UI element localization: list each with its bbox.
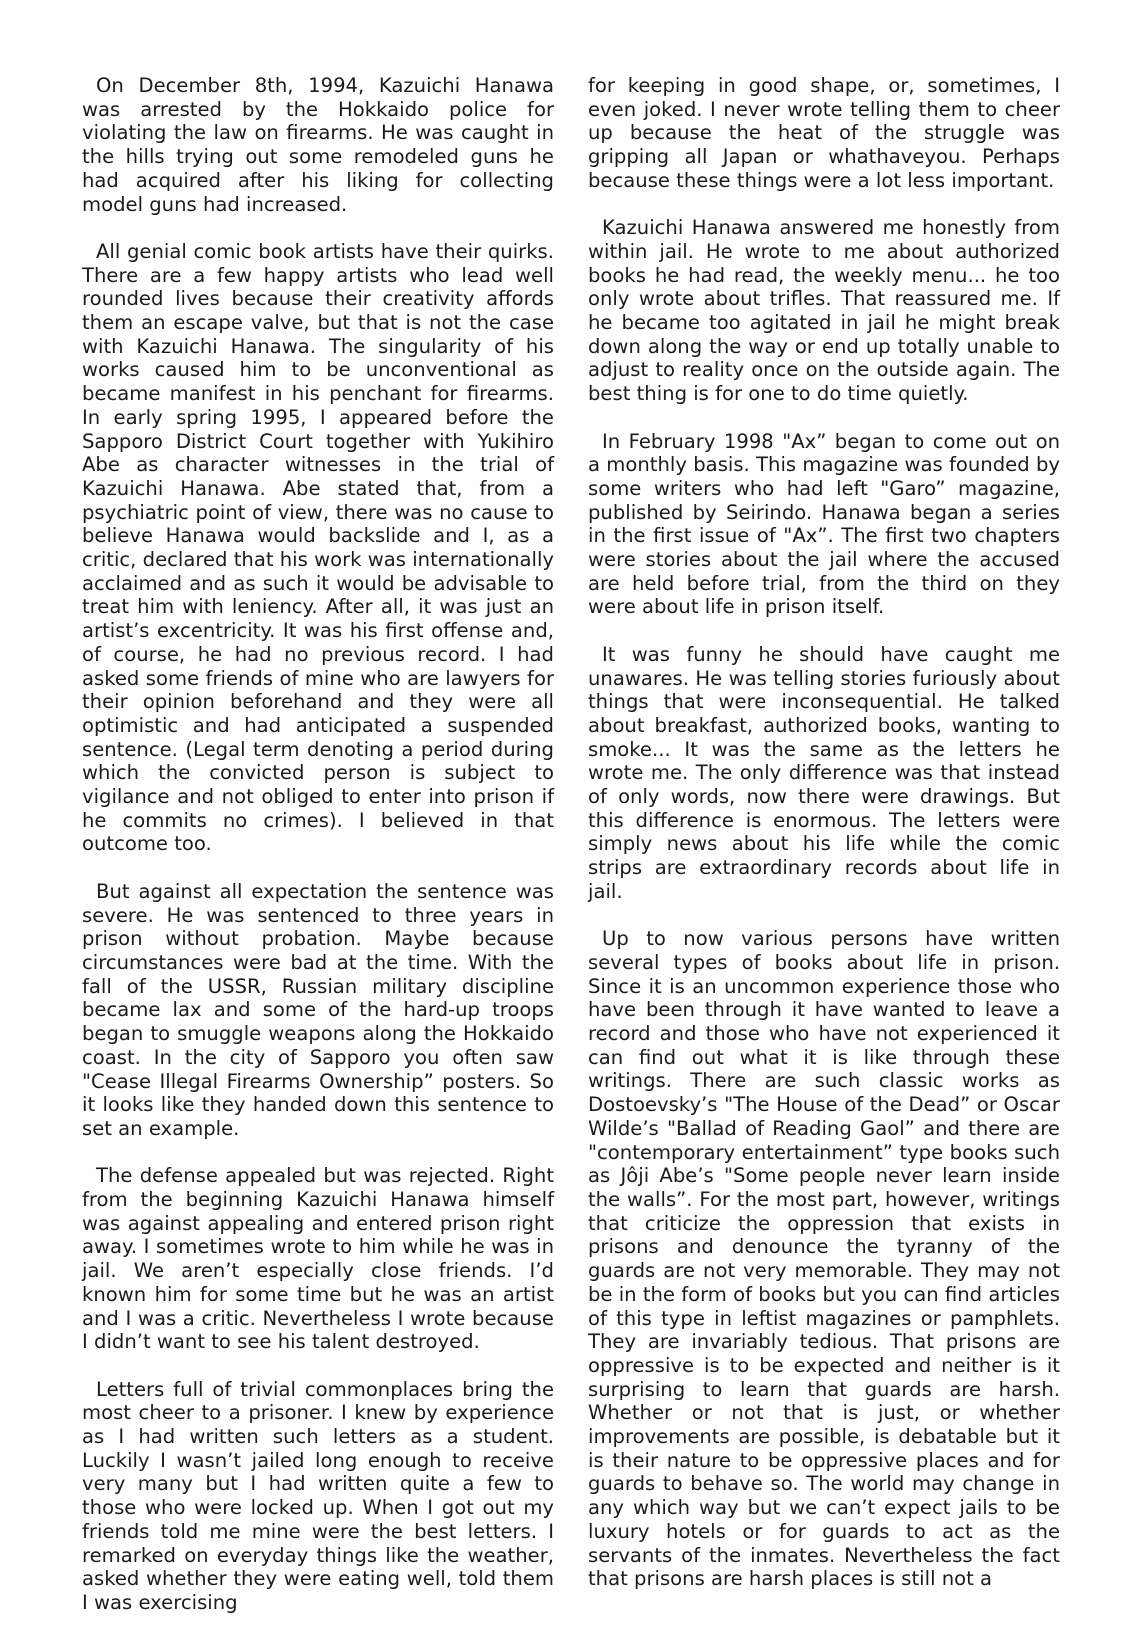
paragraph-quirks-and-trial: All genial comic book artists have their quirks. There are a few happy artists who lead well rounded lives because their creativity affords them an escape valve, but that is not the case with Kazuichi Hanawa. The singularity of his works caused him to be unconventional as became manifest in his penchant for firearms. In early spring 1995, I appeared before the Sapporo District Court together with Yukihiro Abe as character witnesses in the trial of Kazuichi Hanawa. Abe stated that, from a psychiatric point of view, there was no cause to believe Hanawa would backslide and I, as a critic, declared that his work was internationally acclaimed and as such it would be advisable to treat him with leniency. After all, it was just an artist’s excentricity. It was his first offense and, of course, he had no previous record. I had asked some friends of mine who are lawyers for their opinion beforehand and they were all optimistic and had anticipated a suspended sentence. (Legal term denoting a period during which the convicted person is subject to vigilance and not obliged to enter into prison if he commits no crimes). I believed in that outcome too. [82, 239, 554, 856]
left-text-column [82, 74, 554, 1638]
document-page [82, 74, 1062, 1614]
paragraph-comic-strips: It was funny he should have caught me unawares. He was telling stories furiously about things that were inconsequential. He talked about breakfast, authorized books, wanting to smoke... It was the same as the letters he wrote me. The only difference was that instead of only words, now there were drawings. But this difference is enormous. The letters were simply news about his life while the comic strips are extraordinary records about life in jail. [588, 642, 1060, 903]
paragraph-prison-writings: Up to now various persons have written several types of books about life in prison. Since it is an uncommon experience those who have been through it have wanted to leave a record and those who have not experienced it can find out what it is like through these writings. There are such classic works as Dostoevsky’s "The House of the Dead” or Oscar Wilde’s "Ballad of Reading Gaol” and there are "contemporary entertainment” type books such as Jôji Abe’s "Some people never learn inside the walls”. For the most part, however, writings that criticize the oppression that exists in prisons and denounce the tyranny of the guards are not very memorable. They may not be in the form of books but you can find articles of this type in leftist magazines or pamphlets. They are invariably tedious. That prisons are oppressive is to be expected and neither is it surprising to learn that guards are harsh. Whether or not that is just, or whether improvements are possible, is debatable but it is their nature to be oppressive places and for guards to behave so. The world may change in any which way but we can’t expect jails to be luxury hotels or for guards to act as the servants of the inmates. Nevertheless the fact that prisons are harsh places is still not a [588, 927, 1060, 1591]
paragraph-sentence: But against all expectation the sentence was severe. He was sentenced to three years in prison without probation. Maybe because circumstances were bad at the time. With the fall of the USSR, Russian military discipline became lax and some of the hard-up troops began to smuggle weapons along the Hokkaido coast. In the city of Sapporo you often saw "Cease Illegal Firearms Ownership” posters. So it looks like they handed down this sentence to set an example. [82, 879, 554, 1140]
right-text-column [588, 74, 1060, 1615]
paragraph-ax-magazine: In February 1998 "Ax” began to come out on a monthly basis. This magazine was founded by some writers who had left "Garo” magazine, published by Seirindo. Hanawa began a series in the first issue of "Ax”. The first two chapters were stories about the jail where the accused are held before trial, from the third on they were about life in prison itself. [588, 429, 1060, 619]
paragraph-answers-from-jail: Kazuichi Hanawa answered me honestly from within jail. He wrote to me about authorized books he had read, the weekly menu... he too only wrote about trifles. That reassured me. If he became too agitated in jail he might break down along the way or end up totally unable to adjust to reality once on the outside again. The best thing is for one to do time quietly. [588, 216, 1060, 406]
paragraph-letters: Letters full of trivial commonplaces bring the most cheer to a prisoner. I knew by experience as I had written such letters as a student. Luckily I wasn’t jailed long enough to receive very many but I had written quite a few to those who were locked up. When I got out my friends told me mine were the best letters. I remarked on everyday things like the weather, asked whether they were eating well, told them I was exercising [82, 1377, 554, 1614]
paragraph-letters-continued: for keeping in good shape, or, sometimes, I even joked. I never wrote telling them to cheer up because the heat of the struggle was gripping all Japan or whathaveyou. Perhaps because these things were a lot less important. [588, 74, 1060, 192]
paragraph-arrest: On December 8th, 1994, Kazuichi Hanawa was arrested by the Hokkaido police for violating the law on firearms. He was caught in the hills trying out some remodeled guns he had acquired after his liking for collecting model guns had increased. [82, 74, 554, 216]
paragraph-appeal: The defense appealed but was rejected. Right from the beginning Kazuichi Hanawa himself was against appealing and entered prison right away. I sometimes wrote to him while he was in jail. We aren’t especially close friends. I’d known him for some time but he was an artist and I was a critic. Nevertheless I wrote because I didn’t want to see his talent destroyed. [82, 1164, 554, 1354]
